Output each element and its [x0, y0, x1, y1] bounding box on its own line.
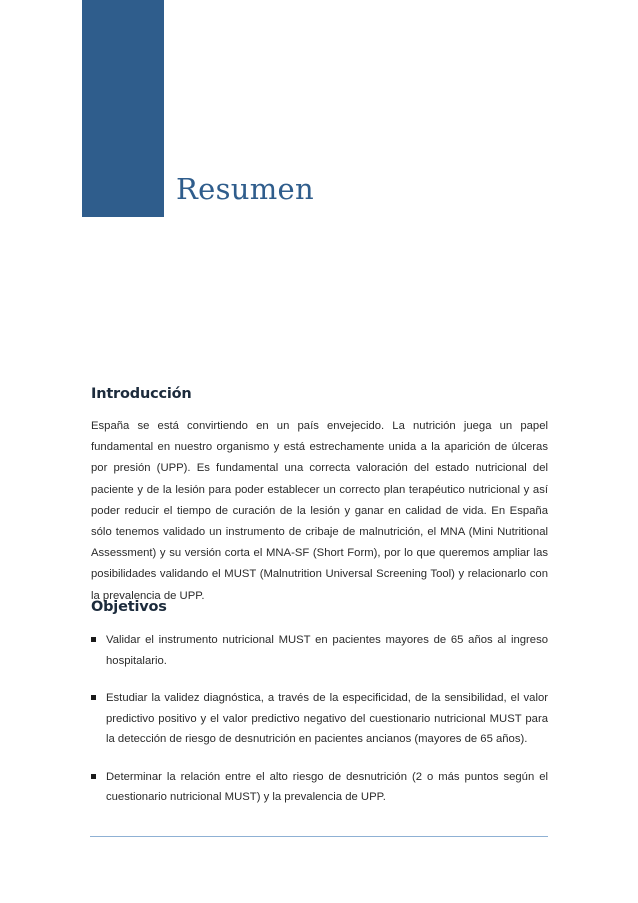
- section-heading-introduccion: Introducción: [91, 386, 192, 402]
- objetivo-text: Determinar la relación entre el alto riesgo de desnutrición (2 o más puntos según el cuestionario nutricional MUST) y la prevalencia de UPP.: [106, 770, 548, 803]
- objetivos-list: [91, 630, 548, 808]
- section-objetivos: [91, 599, 548, 825]
- objetivo-item: [91, 688, 548, 750]
- introduccion-paragraph: España se está convirtiendo en un país envejecido. La nutrición juega un papel fundamental en nuestro organismo y está estrechamente unida a la aparición de úlceras por presión (UPP). Es fundamental una correcta valoración del estado nutricional del paciente y de la lesión para poder establecer un correcto plan terapéutico nutricional y así poder reducir el tiempo de curación de la lesión y ganar en calidad de vida. En España sólo tenemos validado un instrumento de cribaje de malnutrición, el MNA (Mini Nutritional Assessment) y su versión corta el MNA-SF (Short Form), por lo que queremos ampliar las posibilidades validando el MUST (Malnutrition Universal Screening Tool) y relacionarlo con la prevalencia de UPP.: [91, 420, 548, 602]
- chapter-accent-bar: [82, 0, 164, 217]
- section-introduccion: [91, 386, 548, 607]
- section-heading-objetivos: Objetivos: [91, 599, 167, 615]
- objetivo-item: [91, 630, 548, 671]
- objetivo-text: Validar el instrumento nutricional MUST en pacientes mayores de 65 años al ingreso hospitalario.: [106, 634, 548, 667]
- square-bullet-icon: [91, 774, 96, 779]
- objetivo-item: [91, 767, 548, 808]
- square-bullet-icon: [91, 695, 96, 700]
- chapter-title: Resumen: [176, 172, 314, 206]
- square-bullet-icon: [91, 637, 96, 642]
- objetivo-text: Estudiar la validez diagnóstica, a través de la especificidad, de la sensibilidad, el valor predictivo positivo y el valor predictivo negativo del cuestionario nutricional MUST para la detección de riesgo de desnutrición en pacientes ancianos (mayores de 65 años).: [106, 692, 548, 745]
- footer-divider: [90, 836, 548, 837]
